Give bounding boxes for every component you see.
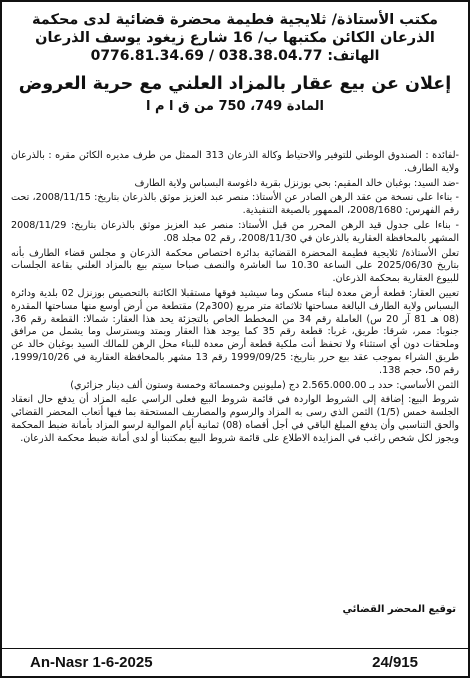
office-phone <box>2 47 468 65</box>
office-header <box>2 2 468 65</box>
phone-label: الهاتف: <box>327 48 380 64</box>
sale-conditions-paragraph: شروط البيع: إضافة إلى الشروط الواردة في قائمة شروط البيع فعلى الراسي عليه المزاد أن يدفع حال انعقاد الجلسة خمس (1/5) الثمن الذي رسى به المزاد والرسوم والمصاريف المستحقة بما فيها أتعاب المحضر القضائي والحق التناسبي وأن يدفع المبلغ الباقي في أجل أقصاه (08) ثمانية أيام الموالية لرسو المزاد بأمانة ضبط المحكمة ويجوز لكل شخص راغب في المزايدة الاطلاع على قائمة شروط البيع بمكتبنا أو لدى أمانة ضبط محكمة الذرعان. <box>11 394 460 444</box>
phone-numbers: 0776.81.34.69 / 038.38.04.77 <box>90 48 323 64</box>
office-address: الذرعان الكائن مكتبها ب/ 16 شارع زيغود يوسف الذرعان <box>35 30 435 46</box>
beneficiary-paragraph: -لفائدة : الصندوق الوطني للتوفير والاحتياط وكالة الذرعان 313 الممثل من طرف مديره الكائن مقره : بالذرعان ولاية الطارف. <box>11 150 459 174</box>
announcement-title: إعلان عن بيع عقار بالمزاد العلني مع حرية العروض <box>18 74 452 94</box>
bailiff-signature: توقيع المحضر القضائي <box>342 604 456 615</box>
newspaper-date: An-Nasr 1-6-2025 <box>30 654 153 671</box>
announcement-body <box>11 150 459 448</box>
auction-notice-paragraph: تعلن الأستاذة/ ثلايجية فطيمة المحضرة القضائية بدائرة اختصاص محكمة الذرعان و مجلس قضاء الطارف بأنه بتاريخ 2025/06/30 على الساعة 10.30 سا العاشرة والنصف صباحا سيتم بيع بالمزاد العلني بقاعة الجلسات للبيوع العقارية بمحكمة الذرعان. <box>11 247 460 285</box>
mortgage-deed-paragraph: - بناءا على نسخة من عقد الرهن الصادر عن الأستاذ: منصر عبد العزيز موثق بالذرعان بتاريخ: 2008/11/15، تحت رقم الفهرس: 2008/1680، الممهور بالصيغة التنفيذية. <box>11 192 459 217</box>
debtor-paragraph: -ضد السيد: بوغبان خالد المقيم: بحي بوزنزل بقرية داغوسة البسباس ولاية الطارف <box>134 177 459 189</box>
publication-footer <box>2 648 468 676</box>
ad-reference: 24/915 <box>372 654 418 671</box>
mortgage-registration-paragraph: - بناءا على جدول قيد الرهن المحرر من قبل الأستاذ: منصر عبد العزيز موثق بالذرعان بتاريخ: 2008/11/29 المشهر بالمحافظة العقارية بالذرعان في 2008/11/30، رقم 02 مجلد 08. <box>11 219 459 244</box>
base-price-paragraph: الثمن الأساسي: حدد بـ 2.565.000.00 دج (مليونين وخمسمائة وخمسة وستون ألف دينار جزائري) <box>70 379 459 391</box>
legal-article: المادة 749، 750 من ق ا م ا <box>145 99 324 114</box>
property-description-paragraph: تعيين العقار: قطعة أرض معدة لبناء مسكن وما سيشيد فوقها مستقبلا الكائنة بالتحصيص بوزنزل 02 بلدية ودائرة البسباس ولاية الطارف البالغة مساحتها ثلاثمائة متر مربع (300م2) مقتطعة من أرض أوسع منها مساحتها المقدرة (08 هـ 81 آر 20 س) العاملة رقم 34 من المخطط الخاص بالتجزئة يحد هذا العقار: شمالا: القطعة رقم 36، جنوبا: ممر، شرقا: طريق، غربا: قطعة رقم 35 كما يوجد هذا العقار ويمتد ويسترسل وما يشمل من مرافق وملحقات دون أي استثناء ولا تحفظ أنت ملكية قطعة أرض معدة للبناء محل الرهن للمالك السيد بوغبان خالد عن طريق الشراء بموجب عقد بيع حرر بتاريخ: 1999/09/25 رقم 13 مشهر بالمحافظة العقارية في 1999/10/26، رقم 50، حجم 138. <box>11 287 460 376</box>
office-name: مكتب الأستاذة/ ثلايجية فطيمة محضرة قضائية لدى محكمة <box>32 12 438 28</box>
